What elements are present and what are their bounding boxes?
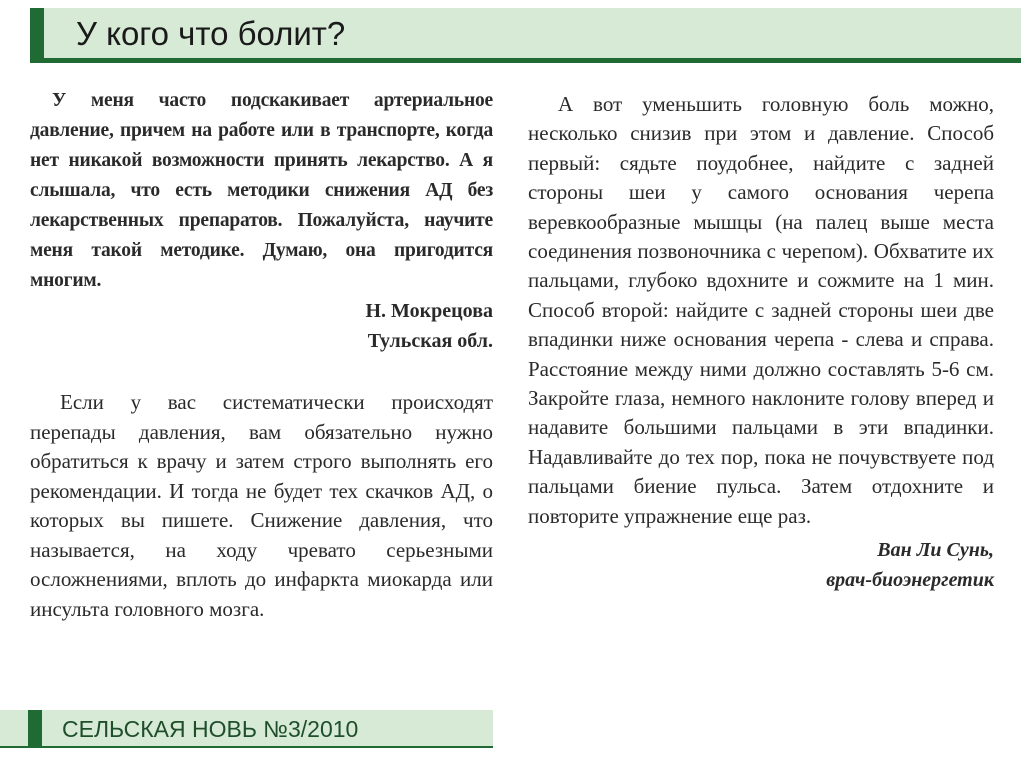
answer-left-text: Если у вас систематически происходят перепады давления, вам обязательно нужно обратиться к врачу и затем строго выполнять его рекомендации. И тогда не будет тех скачков АД, о которых вы пишете. Снижение давления, что называется, на ходу чревато серьезными осложнениями, вплоть до инфаркта миокарда или инсульта головного мозга. — [30, 390, 493, 621]
answer-right-text: А вот уменьшить головную боль можно, несколько снизив при этом и давление. Способ первый: сядьте поудобнее, найдите с задней стороны шеи у самого основания черепа веревкообразные мышцы (на палец выше места соединения позвоночника с черепом). Обхватите их пальцами, глубоко вдохните и сожмите на 1 мин. Способ второй: найдите с задней стороны шеи две впадинки ниже основания черепа - слева и справа. Расстояние между ними должно составлять 5-6 см. Закройте глаза, немного наклоните голову вперед и надавите большими пальцами в эти впадинки. Надавливайте до тех пор, пока не почувствуете под пальцами биение пульса. Затем отдохните и повторите упражнение еще раз. — [528, 92, 994, 528]
footer-accent-bar — [28, 710, 42, 746]
answer-author-name: Ван Ли Сунь, — [877, 539, 994, 562]
publication-source: СЕЛЬСКАЯ НОВЬ №3/2010 — [62, 716, 359, 742]
right-column — [528, 90, 994, 595]
question-author-region: Тульская обл. — [367, 330, 493, 352]
reader-question — [30, 86, 493, 296]
answer-part-2 — [528, 90, 994, 531]
answer-author-title: врач-биоэнергетик — [826, 569, 994, 592]
question-text: У меня часто подскакивает артериальное давление, причем на работе или в транспорте, когда нет никакой возможности принять лекарство. А я слышала, что есть методики снижения АД без лекарственных препаратов. Пожалуйста, научите меня такой методике. Думаю, она пригодится многим. — [30, 90, 493, 291]
question-author-name: Н. Мокрецова — [365, 300, 493, 322]
page-title: У кого что болит? — [76, 15, 346, 52]
answer-part-1 — [30, 388, 493, 624]
footer-divider — [0, 746, 493, 748]
header-accent-bar — [30, 8, 44, 63]
left-column — [30, 86, 493, 624]
